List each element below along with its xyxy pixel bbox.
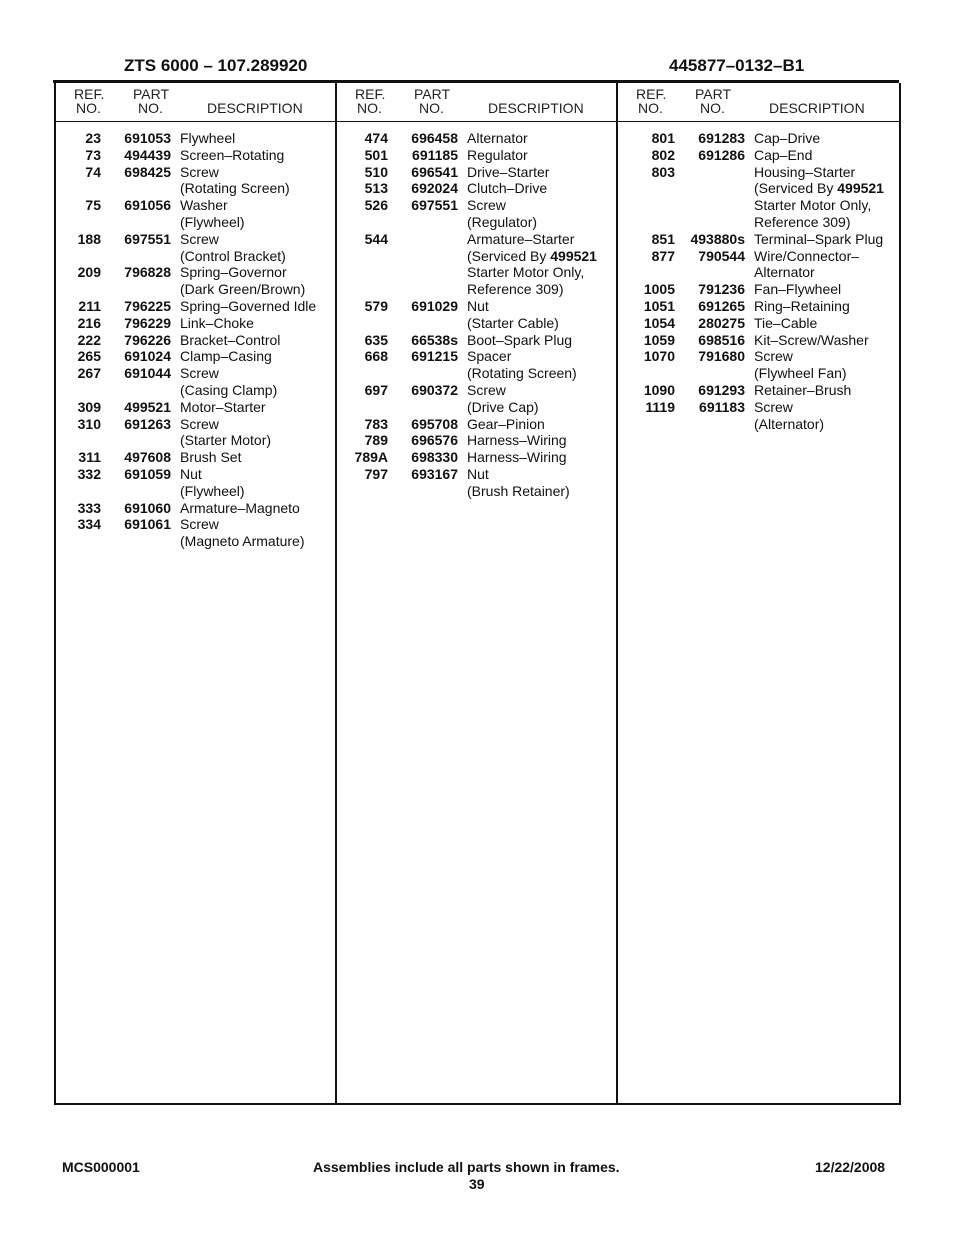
- column-header-label: DESCRIPTION: [488, 100, 584, 116]
- part-number: 796828: [124, 264, 171, 281]
- part-row: [0, 500, 954, 517]
- ref-number: 23: [85, 130, 101, 146]
- column-header-label: NO.: [76, 100, 101, 116]
- ref-number: 309: [77, 398, 101, 415]
- ref-number: 579: [364, 298, 388, 314]
- description-text: Armature–Starter: [467, 230, 575, 247]
- ref-number: 803: [651, 163, 675, 180]
- ref-number: 789: [364, 432, 388, 449]
- ref-number: 877: [651, 247, 675, 264]
- part-number: 691263: [124, 415, 171, 432]
- part-row: [0, 147, 954, 164]
- part-number: 698330: [411, 449, 458, 466]
- ref-number: 332: [77, 466, 101, 482]
- column-header-label: DESCRIPTION: [769, 100, 865, 116]
- part-row: [0, 533, 954, 550]
- footer-note: Assemblies include all parts shown in frames.: [313, 1159, 620, 1175]
- ref-number: 797: [364, 466, 388, 482]
- part-row: [0, 298, 954, 315]
- ref-number: 1054: [643, 314, 675, 331]
- part-number: 691286: [698, 146, 745, 163]
- description-text: (Serviced By: [754, 180, 838, 197]
- description-text: (Dark Green/Brown): [180, 281, 306, 298]
- page-number: 39: [469, 1176, 485, 1192]
- ref-number: 1005: [643, 281, 675, 298]
- part-number: 693167: [411, 466, 458, 482]
- description-text: Washer: [180, 197, 228, 214]
- description-text: (Rotating Screen): [180, 180, 290, 197]
- column-header-label: REF.: [636, 86, 667, 102]
- description-text: Fan–Flywheel: [754, 281, 842, 298]
- ref-number: 222: [77, 331, 101, 348]
- part-description: [180, 500, 300, 517]
- part-number: 497608: [124, 449, 171, 466]
- part-number: 691061: [124, 516, 171, 533]
- part-row: [0, 483, 954, 500]
- description-text: Screen–Rotating: [180, 146, 285, 163]
- part-row: [0, 164, 954, 181]
- part-number: 698425: [124, 163, 171, 180]
- part-number: 691265: [698, 298, 745, 314]
- description-text: (Casing Clamp): [180, 382, 278, 398]
- part-number: 696458: [411, 130, 458, 146]
- ref-number: 1070: [643, 348, 675, 365]
- ref-number: 526: [364, 197, 388, 214]
- ref-number: 802: [651, 146, 675, 163]
- ref-number: 311: [78, 449, 101, 466]
- part-row: [0, 248, 954, 265]
- description-text: Tie–Cable: [754, 314, 818, 331]
- description-text: (Flywheel): [180, 214, 245, 230]
- part-description: [467, 483, 570, 500]
- part-row: [0, 516, 954, 533]
- description-text: Boot–Spark Plug: [467, 331, 573, 348]
- description-text: Spacer: [467, 348, 512, 365]
- ref-number: 209: [77, 264, 101, 281]
- column-header-label: PART: [133, 86, 170, 102]
- description-text: Screw: [180, 516, 219, 533]
- description-text: (Drive Cap): [467, 398, 539, 415]
- part-row: [0, 466, 954, 483]
- part-description: [754, 147, 812, 164]
- description-text: Screw: [467, 382, 506, 398]
- description-text: Nut: [467, 298, 489, 314]
- part-row: [0, 416, 954, 433]
- description-text: (Serviced By: [467, 247, 551, 264]
- part-number: 691044: [124, 365, 171, 382]
- column-header-label: NO.: [419, 100, 444, 116]
- description-text: Retainer–Brush: [754, 382, 852, 398]
- ref-number: 783: [364, 415, 388, 432]
- column-header-label: NO.: [138, 100, 163, 116]
- ref-number: 75: [85, 197, 101, 214]
- part-description: [467, 466, 489, 483]
- ref-number: 333: [77, 499, 101, 516]
- ref-number: 544: [364, 230, 388, 247]
- ref-number: 1059: [643, 331, 675, 348]
- part-description: [754, 231, 883, 248]
- description-text: Clamp–Casing: [180, 348, 272, 365]
- part-description: [180, 516, 219, 533]
- description-text: Starter Motor Only,: [467, 264, 585, 281]
- part-row: [0, 315, 954, 332]
- part-description: [467, 432, 567, 449]
- description-text: (Rotating Screen): [467, 365, 577, 382]
- description-text: Wire/Connector–: [754, 247, 860, 264]
- part-number: 796229: [124, 314, 171, 331]
- header-divider: [54, 121, 899, 122]
- description-text: Brush Set: [180, 449, 242, 466]
- description-text: Reference 309): [754, 214, 851, 230]
- part-description: [754, 298, 850, 315]
- part-number: 691215: [411, 348, 458, 365]
- description-text: Screw: [180, 365, 219, 382]
- part-number: 691185: [412, 146, 458, 163]
- document-id: 445877–0132–B1: [669, 56, 805, 75]
- part-description: [754, 365, 847, 382]
- description-text: Harness–Wiring: [467, 449, 567, 466]
- description-text: Ring–Retaining: [754, 298, 850, 314]
- part-description: [467, 449, 567, 466]
- part-number: 696576: [411, 432, 458, 449]
- part-number: 791680: [698, 348, 745, 365]
- part-row: [0, 449, 954, 466]
- ref-number: 334: [77, 516, 101, 533]
- part-number: 280275: [698, 314, 745, 331]
- description-text: (Brush Retainer): [467, 482, 570, 499]
- description-text: Screw: [180, 415, 219, 432]
- part-description: [754, 180, 884, 197]
- ref-number: 265: [77, 348, 101, 365]
- part-description: [754, 399, 793, 416]
- service-part-number: 499521: [837, 180, 884, 197]
- description-text: (Magneto Armature): [180, 533, 305, 550]
- description-text: Spring–Governor: [180, 264, 287, 281]
- description-text: (Flywheel Fan): [754, 365, 847, 382]
- part-row: [0, 130, 954, 147]
- part-number: 691056: [124, 197, 171, 214]
- ref-number: 510: [364, 163, 388, 180]
- part-row: [0, 197, 954, 214]
- column-header-label: NO.: [700, 100, 725, 116]
- ref-number: 635: [364, 331, 388, 348]
- part-number: 66538s: [411, 331, 458, 348]
- part-number: 791236: [698, 281, 745, 298]
- column-header-label: NO.: [357, 100, 382, 116]
- ref-number: 513: [364, 180, 388, 197]
- ref-number: 188: [77, 230, 101, 247]
- description-text: Alternator: [754, 264, 815, 281]
- description-text: Cap–Drive: [754, 130, 821, 146]
- part-number: 691293: [698, 382, 745, 398]
- ref-number: 697: [364, 382, 388, 398]
- part-row: [0, 214, 954, 231]
- ref-number: 216: [77, 314, 101, 331]
- part-row: [0, 432, 954, 449]
- part-number: 698516: [698, 331, 745, 348]
- part-row: [0, 399, 954, 416]
- description-text: Terminal–Spark Plug: [754, 230, 884, 247]
- description-text: Reference 309): [467, 281, 564, 298]
- description-text: Harness–Wiring: [467, 432, 567, 449]
- description-text: (Flywheel): [180, 482, 245, 499]
- part-number: 690372: [411, 382, 458, 398]
- part-description: [754, 332, 869, 349]
- part-number: 790544: [698, 247, 745, 264]
- description-text: (Starter Cable): [467, 314, 559, 331]
- column-header-label: REF.: [355, 86, 386, 102]
- description-text: Kit–Screw/Washer: [754, 331, 869, 348]
- footer-code: MCS000001: [62, 1159, 140, 1175]
- part-row: [0, 348, 954, 365]
- ref-number: 501: [364, 146, 388, 163]
- description-text: Armature–Magneto: [180, 499, 300, 516]
- part-number: 691053: [124, 130, 171, 146]
- footer-date: 12/22/2008: [815, 1159, 886, 1175]
- ref-number: 310: [77, 415, 101, 432]
- part-description: [754, 248, 859, 265]
- part-row: [0, 231, 954, 248]
- part-number: 494439: [124, 146, 171, 163]
- description-text: (Regulator): [467, 214, 538, 230]
- ref-number: 1119: [645, 398, 675, 415]
- description-text: Screw: [754, 348, 793, 365]
- description-text: (Alternator): [754, 415, 825, 432]
- column-header-label: PART: [695, 86, 732, 102]
- description-text: Nut: [467, 466, 489, 482]
- part-description: [754, 264, 815, 281]
- ref-number: 1090: [643, 382, 675, 398]
- ref-number: 74: [85, 163, 101, 180]
- description-text: Alternator: [467, 130, 528, 146]
- part-description: [754, 416, 824, 433]
- description-text: Link–Choke: [180, 314, 254, 331]
- ref-number: 801: [651, 130, 675, 146]
- part-row: [0, 264, 954, 281]
- description-text: Regulator: [467, 146, 528, 163]
- part-number: 493880s: [690, 230, 745, 247]
- part-description: [754, 281, 841, 298]
- part-number: 499521: [124, 398, 171, 415]
- service-part-number: 499521: [550, 247, 597, 264]
- part-description: [754, 315, 817, 332]
- part-row: [0, 382, 954, 399]
- ref-number: 1051: [643, 298, 675, 314]
- description-text: Starter Motor Only,: [754, 197, 872, 214]
- part-number: 796226: [124, 331, 171, 348]
- description-text: Housing–Starter: [754, 163, 856, 180]
- part-row: [0, 180, 954, 197]
- part-row: [0, 332, 954, 349]
- column-header-label: DESCRIPTION: [207, 100, 303, 116]
- part-description: [754, 348, 793, 365]
- description-text: (Starter Motor): [180, 432, 272, 449]
- part-number: 691024: [124, 348, 171, 365]
- part-description: [754, 197, 871, 214]
- part-description: [754, 382, 851, 399]
- description-text: Bracket–Control: [180, 331, 281, 348]
- column-header-label: PART: [414, 86, 451, 102]
- ref-number: 851: [651, 230, 675, 247]
- model-title: ZTS 6000 – 107.289920: [124, 56, 308, 75]
- description-text: Drive–Starter: [467, 163, 550, 180]
- part-number: 692024: [411, 180, 458, 197]
- description-text: (Control Bracket): [180, 247, 286, 264]
- part-number: 695708: [411, 415, 458, 432]
- description-text: Cap–End: [754, 146, 813, 163]
- ref-number: 668: [364, 348, 388, 365]
- part-number: 691183: [699, 398, 745, 415]
- part-description: [754, 130, 820, 147]
- ref-number: 474: [364, 130, 388, 146]
- description-text: Screw: [180, 230, 219, 247]
- part-row: [0, 281, 954, 298]
- column-header-label: REF.: [74, 86, 105, 102]
- description-text: Flywheel: [180, 130, 236, 146]
- description-text: Screw: [180, 163, 219, 180]
- ref-number: 789A: [354, 449, 388, 466]
- description-text: Motor–Starter: [180, 398, 266, 415]
- part-number: 691060: [124, 499, 171, 516]
- part-number: 697551: [124, 230, 171, 247]
- description-text: Clutch–Drive: [467, 180, 548, 197]
- part-number: 691029: [411, 298, 458, 314]
- part-number: 697551: [411, 197, 458, 214]
- column-header-label: NO.: [638, 100, 663, 116]
- part-row: [0, 365, 954, 382]
- part-description: [754, 214, 851, 231]
- part-description: [180, 533, 305, 550]
- description-text: Gear–Pinion: [467, 415, 545, 432]
- ref-number: 267: [77, 365, 101, 382]
- ref-number: 73: [85, 146, 101, 163]
- part-number: 691059: [124, 466, 171, 482]
- description-text: Nut: [180, 466, 202, 482]
- part-number: 691283: [698, 130, 745, 146]
- part-number: 796225: [124, 298, 171, 314]
- description-text: Screw: [467, 197, 506, 214]
- description-text: Spring–Governed Idle: [180, 298, 317, 314]
- ref-number: 211: [78, 298, 101, 314]
- description-text: Screw: [754, 398, 793, 415]
- part-number: 696541: [411, 163, 458, 180]
- part-description: [754, 164, 855, 181]
